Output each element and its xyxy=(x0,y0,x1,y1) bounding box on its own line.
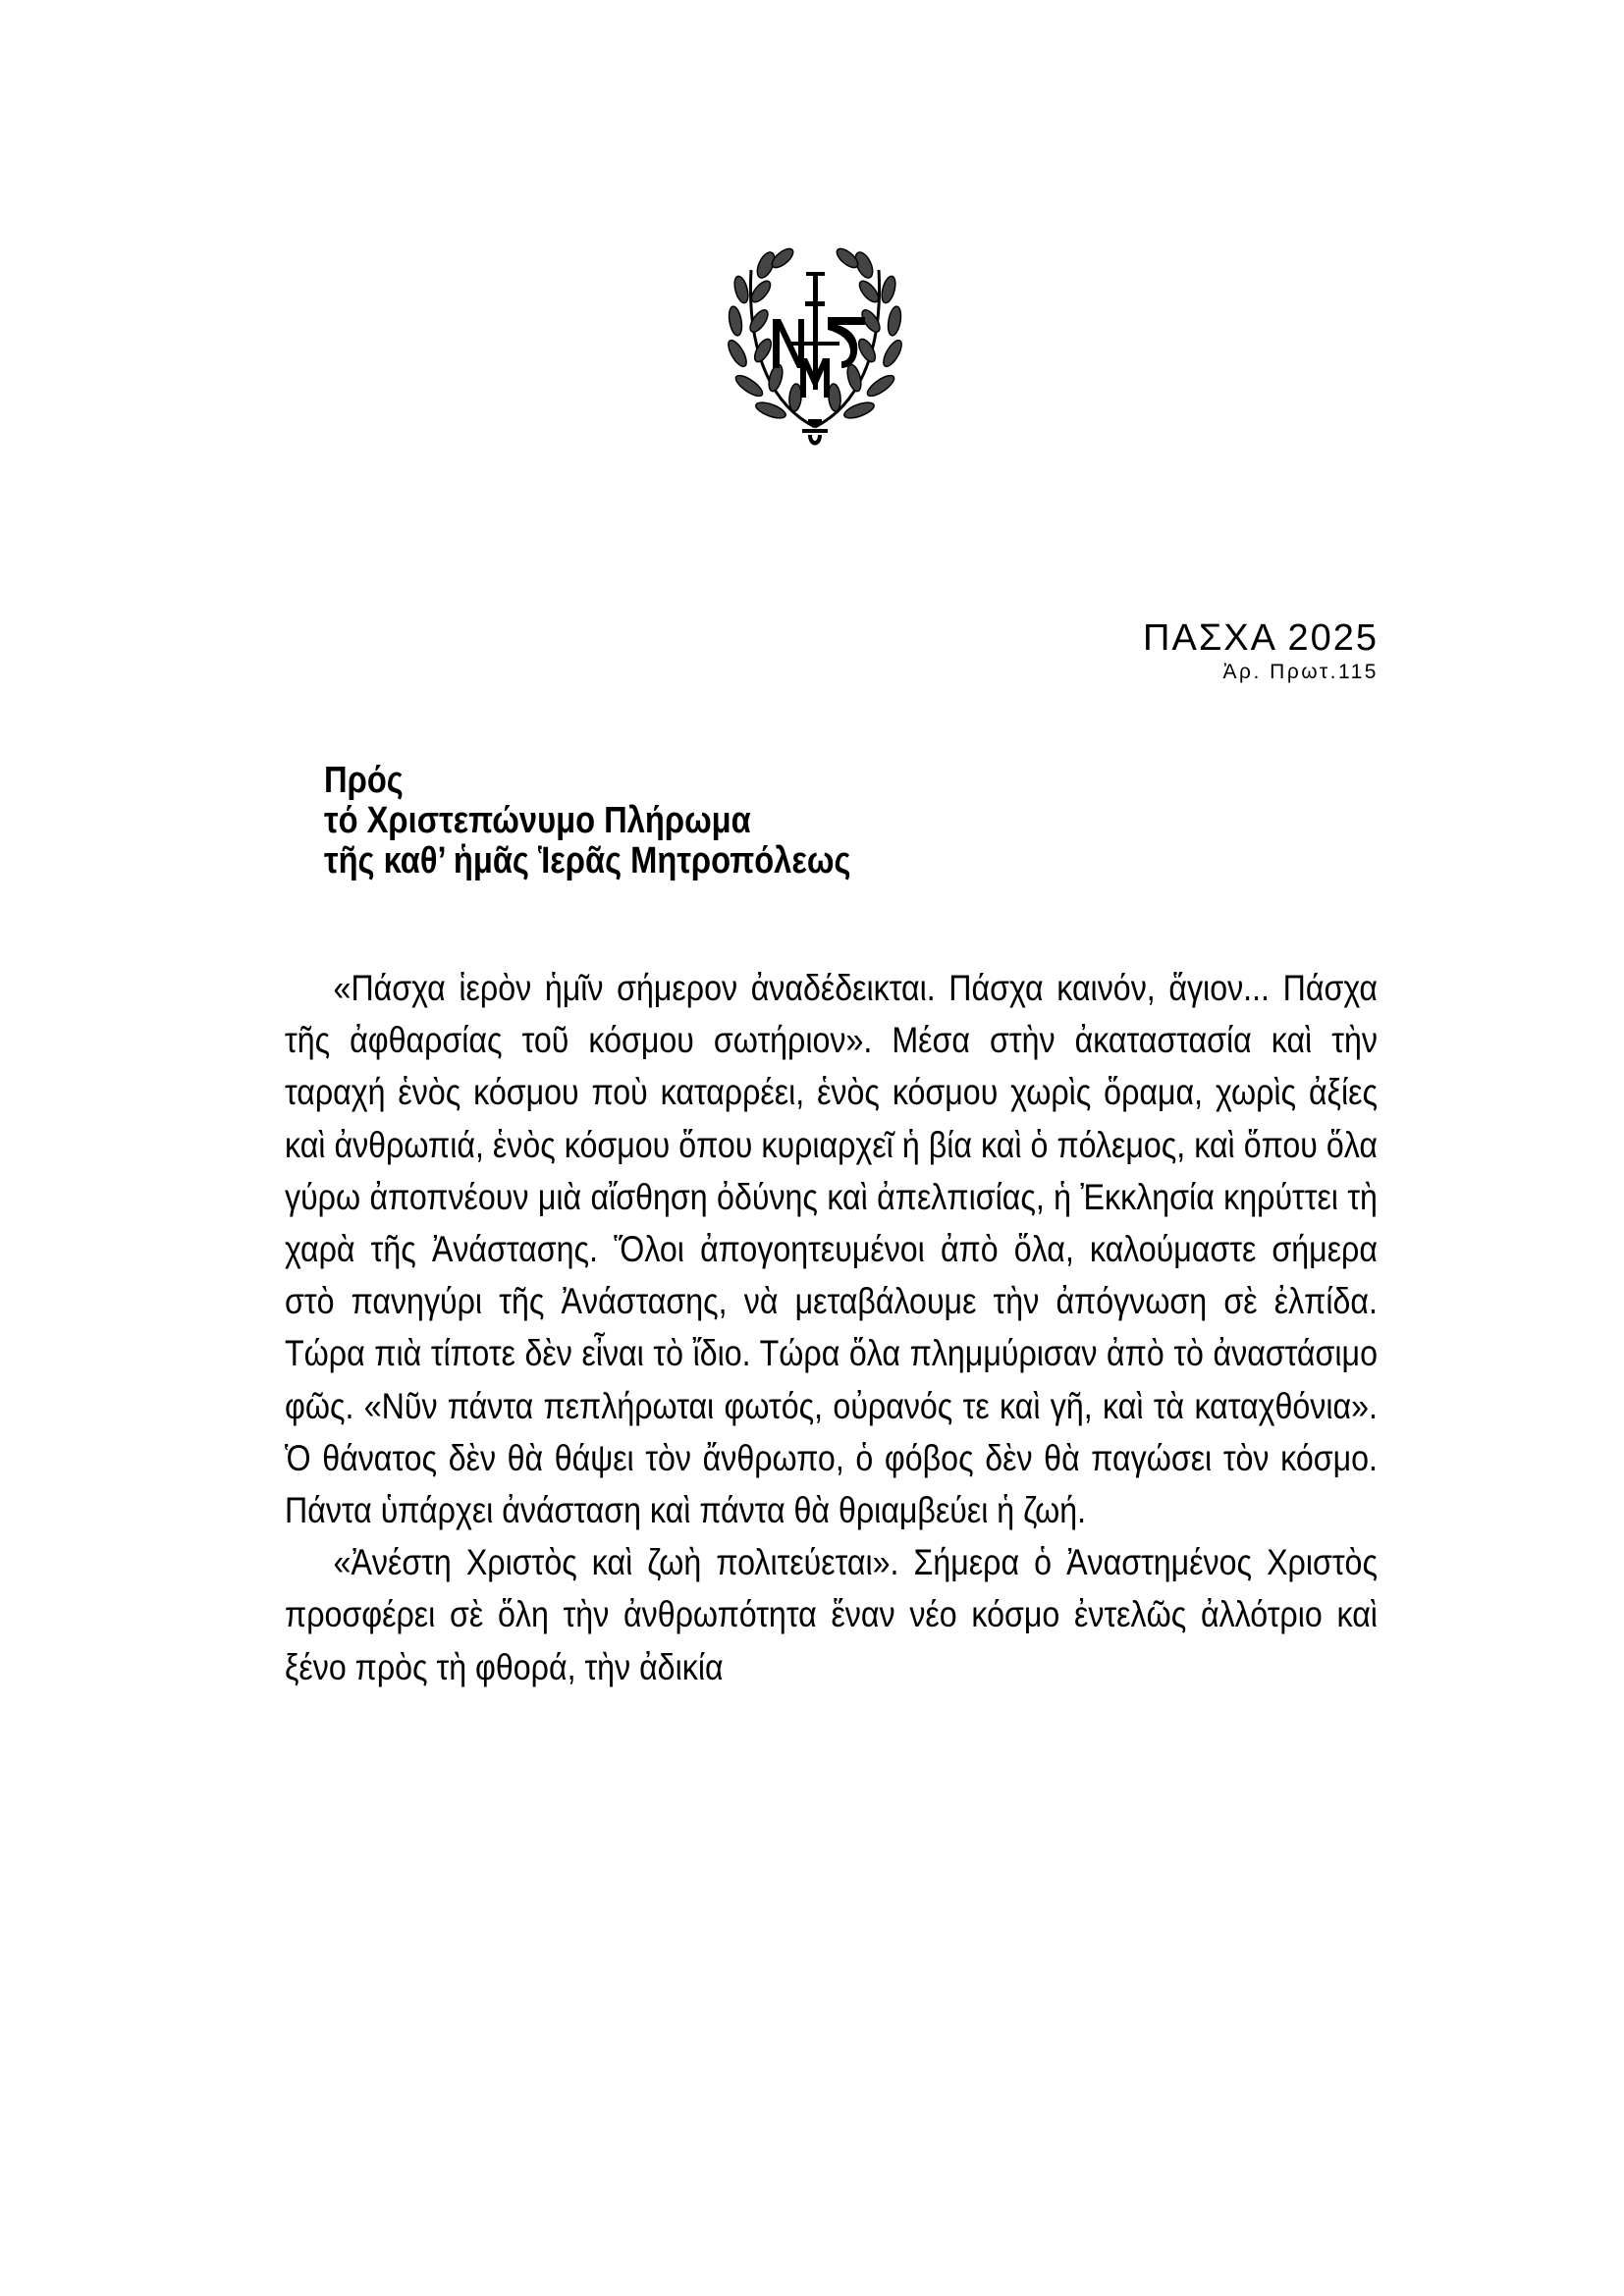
paragraph: «Πάσχα ἱερὸν ἡμῖν σήμερον ἀναδέδεικται. Πάσχα καινόν, ἅγιον... Πάσχα τῆς ἀφθαρσίας τοῦ κόσμου σωτήριον». Μέσα στὴν ἀκαταστασία καὶ τὴν ταραχή ἑνὸς κόσμου ποὺ καταρρέει, ἑνὸς κόσμου χωρὶς ὅραμα, χωρὶς ἀξίες καὶ ἀνθρωπιά, ἑνὸς κόσμου ὅπου κυριαρχεῖ ἡ βία καὶ ὁ πόλεμος, καὶ ὅπου ὅλα γύρω ἀποπνέουν μιὰ αἴσθηση ὀδύνης καὶ ἀπελπισίας, ἡ Ἐκκλησία κηρύττει τὴ χαρὰ τῆς Ἀνάστασης. Ὅλοι ἀπογοητευμένοι ἀπὸ ὅλα, καλούμαστε σήμερα στὸ πανηγύρι τῆς Ἀνάστασης, νὰ μεταβάλουμε τὴν ἀπόγνωση σὲ ἐλπίδα. Τώρα πιὰ τίποτε δὲν εἶναι τὸ ἴδιο. Τώρα ὅλα πλημμύρισαν ἀπὸ τὸ ἀναστάσιμο φῶς. «Νῦν πάντα πεπλήρωται φωτός, οὐρανός τε καὶ γῆ, καὶ τὰ καταχθόνια». Ὁ θάνατος δὲν θὰ θάψει τὸν ἄνθρωπο, ὁ φόβος δὲν θὰ παγώσει τὸν κόσμο. Πάντα ὑπάρχει ἀνάσταση καὶ πάντα θὰ θριαμβεύει ἡ ζωή. xyxy=(285,968,1378,1531)
addressee-block xyxy=(324,761,850,881)
monogram-wreath-emblem-icon xyxy=(722,231,908,456)
document-title: ΠΑΣΧΑ 2025 xyxy=(1143,617,1379,659)
addressee-line: τό Χριστεπώνυμο Πλήρωμα xyxy=(324,800,751,841)
letter-body xyxy=(285,962,1378,1693)
document-header xyxy=(1143,616,1379,685)
paragraph: «Ἀνέστη Χριστὸς καὶ ζωὴ πολιτεύεται». Σήμερα ὁ Ἀναστημένος Χριστὸς προσφέρει σὲ ὅλη τὴν ἀνθρωπότητα ἕναν νέο κόσμο ἐντελῶς ἀλλότριο καὶ ξένο πρὸς τὴ φθορά, τὴν ἀδικία xyxy=(285,1542,1378,1687)
protocol-number: Ἀρ. Πρωτ.115 xyxy=(1222,661,1379,683)
addressee-line: τῆς καθ’ ἡμᾶς Ἱερᾶς Μητροπόλεως xyxy=(324,840,851,881)
addressee-line: Πρός xyxy=(324,760,404,801)
